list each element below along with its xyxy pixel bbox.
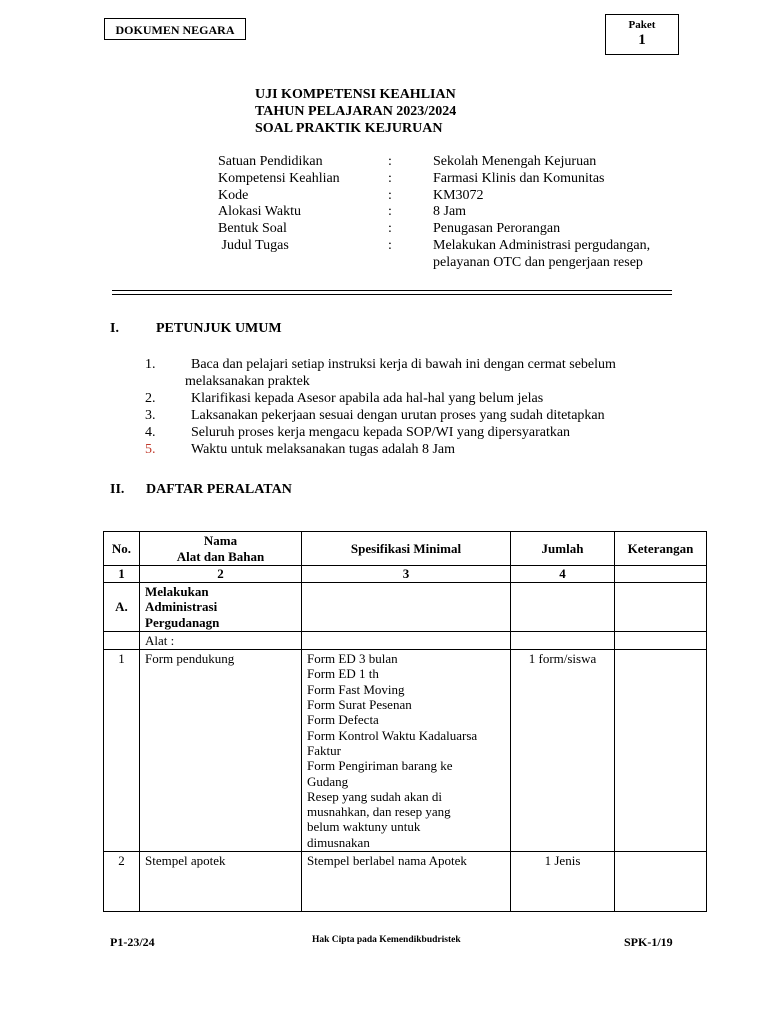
info-sep: :: [388, 204, 392, 220]
spec-line: Form ED 1 th: [307, 666, 379, 682]
header-nama-line1: Nama: [203, 533, 238, 549]
info-value: Penugasan Perorangan: [433, 221, 561, 237]
section-2-title: DAFTAR PERALATAN: [146, 482, 292, 497]
list-text: Klarifikasi kepada Asesor apabila ada hal-hal yang belum jelas: [191, 391, 544, 406]
spec-line: Form ED 3 bulan: [307, 651, 398, 667]
cell-empty: [615, 583, 707, 632]
cell-empty: [302, 583, 511, 632]
group-name-line: Administrasi: [145, 599, 218, 615]
section-1-title: PETUNJUK UMUM: [156, 321, 282, 336]
info-sep: :: [388, 221, 392, 237]
title-line-1: UJI KOMPETENSI KEAHLIAN: [255, 87, 456, 102]
section-2-number: II.: [110, 482, 125, 497]
spec-line: dimusnakan: [307, 834, 370, 850]
table-header-row: [104, 532, 707, 566]
spec-line: Form Surat Pesenan: [307, 697, 412, 713]
column-number-row: [104, 566, 707, 583]
cell-empty: [302, 631, 511, 649]
row-name: Form pendukung: [140, 650, 302, 852]
group-row: [104, 583, 707, 632]
info-key: Judul Tugas: [218, 237, 289, 253]
list-item: [145, 407, 705, 424]
equipment-table: [103, 531, 707, 912]
list-text: Waktu untuk melaksanakan tugas adalah 8 Jam: [191, 442, 456, 457]
group-name: [140, 583, 302, 632]
info-value: Farmasi Klinis dan Komunitas: [433, 170, 605, 186]
row-no: 1: [104, 650, 140, 852]
info-value: 8 Jam: [433, 204, 467, 220]
list-text: Baca dan pelajari setiap instruksi kerja di bawah ini dengan cermat sebelum: [191, 357, 616, 372]
column-number: [615, 566, 707, 583]
group-name-line: Melakukan: [145, 584, 209, 599]
divider-line: [112, 290, 672, 291]
column-number: 1: [104, 566, 140, 583]
header-keterangan: Keterangan: [615, 532, 707, 566]
header-jumlah: Jumlah: [511, 532, 615, 566]
footer-left: P1-23/24: [110, 935, 155, 949]
info-value-continuation: pelayanan OTC dan pengerjaan resep: [433, 254, 643, 270]
spec-line: Form Fast Moving: [307, 681, 405, 697]
header-nama: [140, 532, 302, 566]
footer-right: SPK-1/19: [624, 935, 673, 949]
group-name-line: Pergudanagn: [145, 614, 220, 630]
spec-line: Form Defecta: [307, 712, 379, 728]
info-value: KM3072: [433, 187, 484, 203]
cell-empty: [511, 631, 615, 649]
table-row: [104, 650, 707, 852]
row-keterangan: [615, 852, 707, 912]
footer-center: Hak Cipta pada Kemendikbudristek: [312, 935, 461, 945]
list-item: [145, 356, 705, 373]
row-spec: [302, 852, 511, 912]
cell-empty: [615, 631, 707, 649]
subheader-label: Alat :: [140, 631, 302, 649]
info-key: Kode: [218, 187, 249, 203]
spec-line: Form Kontrol Waktu Kadaluarsa: [307, 727, 478, 743]
column-number: 2: [140, 566, 302, 583]
section-1-number: I.: [110, 321, 119, 336]
info-sep: :: [388, 170, 392, 186]
spec-line: Gudang: [307, 773, 349, 789]
list-item: [145, 441, 705, 458]
row-spec: [302, 650, 511, 852]
info-key: Satuan Pendidikan: [218, 154, 323, 169]
info-key: Bentuk Soal: [218, 221, 287, 237]
list-number: 5.: [145, 442, 156, 457]
title-line-3: SOAL PRAKTIK KEJURUAN: [255, 121, 443, 136]
row-no: 2: [104, 852, 140, 912]
row-name: Stempel apotek: [140, 852, 302, 912]
title-line-2: TAHUN PELAJARAN 2023/2024: [255, 104, 457, 119]
spec-line: Stempel berlabel nama Apotek: [307, 853, 467, 869]
table-row: [104, 852, 707, 912]
spec-line: Faktur: [307, 742, 341, 758]
spec-line: Resep yang sudah akan di: [307, 788, 443, 804]
spec-line: musnahkan, dan resep yang: [307, 804, 451, 820]
spec-line: Form Pengiriman barang ke: [307, 758, 453, 774]
info-sep: :: [388, 154, 392, 169]
info-sep: :: [388, 187, 392, 203]
list-item: [145, 390, 705, 407]
list-number: 2.: [145, 391, 156, 406]
list-text: Seluruh proses kerja mengacu kepada SOP/WI yang dipersyaratkan: [191, 425, 571, 440]
info-key: Kompetensi Keahlian: [218, 170, 340, 186]
group-no: A.: [104, 583, 140, 632]
column-number: 4: [511, 566, 615, 583]
paket-label: Paket: [628, 19, 656, 31]
header-spesifikasi: Spesifikasi Minimal: [302, 532, 511, 566]
list-number: 3.: [145, 408, 156, 423]
row-keterangan: [615, 650, 707, 852]
list-text: Laksanakan pekerjaan sesuai dengan urutan proses yang sudah ditetapkan: [191, 408, 605, 423]
info-key: Alokasi Waktu: [218, 204, 301, 220]
spec-line: belum waktuny untuk: [307, 819, 421, 835]
info-value: Melakukan Administrasi pergudangan,: [433, 237, 651, 253]
list-number: 4.: [145, 425, 156, 440]
row-jumlah: 1 Jenis: [511, 852, 615, 912]
document-title: [255, 86, 456, 137]
classification-label: DOKUMEN NEGARA: [104, 18, 246, 40]
header-nama-line2: Alat dan Bahan: [176, 548, 265, 564]
column-number: 3: [302, 566, 511, 583]
subheader-row: [104, 631, 707, 649]
info-value: Sekolah Menengah Kejuruan: [433, 154, 597, 169]
list-number: 1.: [145, 357, 156, 372]
divider-line: [112, 294, 672, 295]
cell-empty: [104, 631, 140, 649]
paket-number: 1: [638, 32, 646, 48]
list-item-continuation: melaksanakan praktek: [185, 374, 310, 389]
header-no: No.: [104, 532, 140, 566]
paket-box: [605, 14, 679, 55]
cell-empty: [511, 583, 615, 632]
list-item: [145, 424, 705, 441]
info-sep: :: [388, 237, 392, 253]
instruction-list: [145, 356, 705, 458]
row-jumlah: 1 form/siswa: [511, 650, 615, 852]
